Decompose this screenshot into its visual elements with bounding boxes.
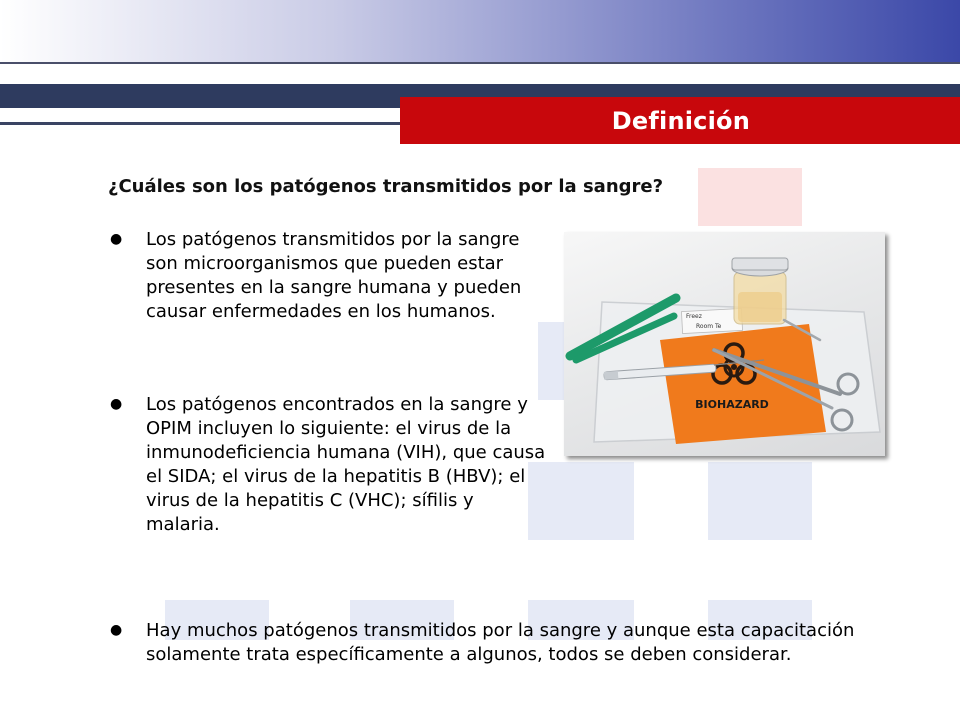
header-gap bbox=[0, 64, 960, 84]
title-underline bbox=[0, 122, 400, 125]
bullet-icon: ● bbox=[110, 622, 123, 638]
bullet-item bbox=[108, 393, 548, 537]
biohazard-kit-photo bbox=[564, 232, 885, 456]
background-tile bbox=[708, 462, 812, 540]
page-title: Definición bbox=[611, 106, 750, 135]
bullet-icon: ● bbox=[110, 396, 123, 412]
bullet-icon: ● bbox=[110, 231, 123, 247]
bullet-item bbox=[108, 228, 548, 324]
header-gradient bbox=[0, 0, 960, 62]
background-tile bbox=[698, 168, 802, 226]
bullet-item bbox=[108, 619, 868, 667]
bullet-text: Los patógenos transmitidos por la sangre son microorganismos que pueden estar presentes en la sangre humana y pueden causar enfermedades en los humanos. bbox=[146, 229, 522, 322]
biohazard-label: BIOHAZARD bbox=[695, 398, 769, 411]
background-tile bbox=[538, 322, 564, 400]
biohazard-kit-illustration bbox=[564, 232, 885, 456]
bag-small-label: Room Te bbox=[696, 323, 722, 330]
section-question: ¿Cuáles son los patógenos transmitidos por la sangre? bbox=[108, 176, 664, 197]
bullet-text: Hay muchos patógenos transmitidos por la sangre y aunque esta capacitación solamente trata específicamente a algunos, todos se deben considerar. bbox=[146, 620, 855, 665]
bullet-text: Los patógenos encontrados en la sangre y OPIM incluyen lo siguiente: el virus de la inmunodeficiencia humana (VIH), que causa el SIDA; el virus de la hepatitis B (HBV); el virus de la hepatitis C (VHC); sífilis y malaria. bbox=[146, 394, 546, 535]
bag-small-label: Freez bbox=[686, 313, 702, 320]
title-bar bbox=[400, 97, 960, 144]
